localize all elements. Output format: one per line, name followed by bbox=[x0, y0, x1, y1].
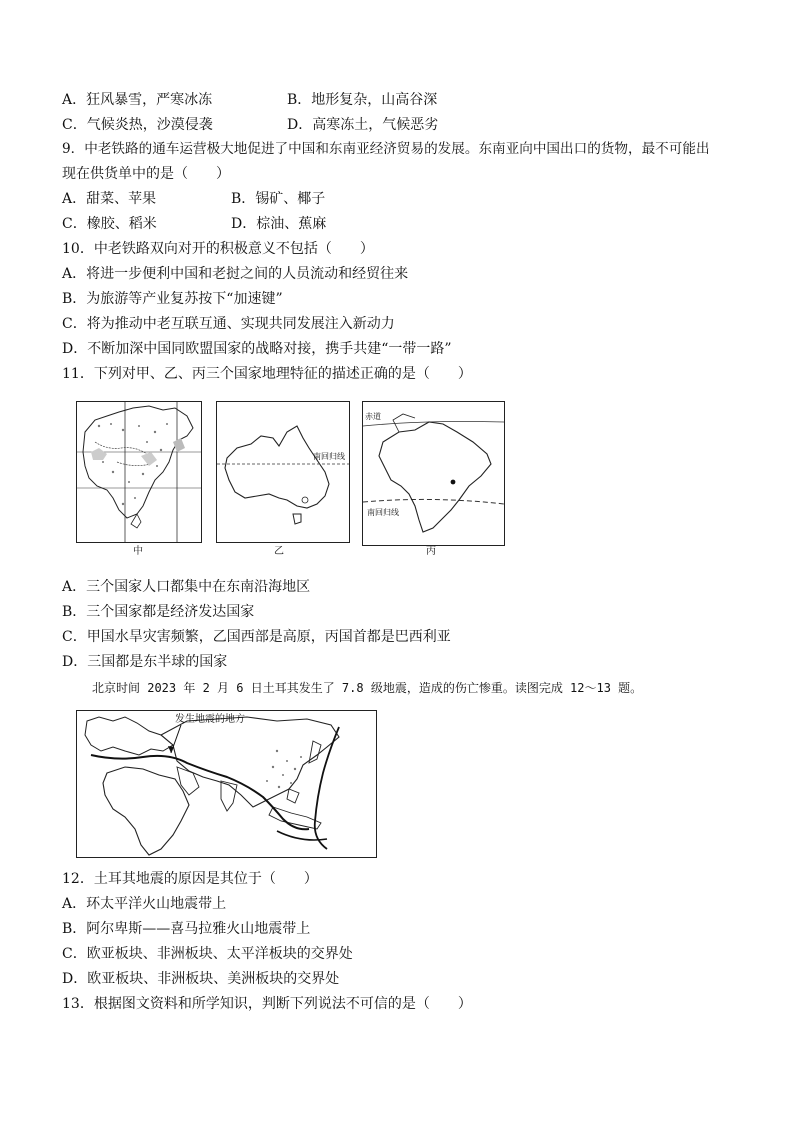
earthquake-map-graphic bbox=[77, 711, 376, 857]
q10-option-d: D．不断加深中国同欧盟国家的战略对接，携手共建“一带一路” bbox=[62, 341, 452, 357]
map-yi-tropic-label: 南回归线 bbox=[313, 452, 345, 461]
q8-option-a: A．狂风暴雪，严寒冰冻 bbox=[62, 92, 213, 108]
q8-option-d: D．高寒冻土，气候恶劣 bbox=[287, 117, 439, 133]
map-earthquake-zone bbox=[76, 710, 377, 858]
australia-map-graphic bbox=[217, 402, 349, 542]
q8-option-b: B．地形复杂，山高谷深 bbox=[287, 92, 438, 108]
quake-location-label: 发生地震的地方 bbox=[175, 714, 245, 725]
q12-option-d: D．欧亚板块、非洲板块、美洲板块的交界处 bbox=[62, 971, 340, 987]
q10-stem: 10．中老铁路双向对开的积极意义不包括（ ） bbox=[62, 241, 374, 257]
china-map-graphic bbox=[77, 402, 201, 542]
q12-option-a: A．环太平洋火山地震带上 bbox=[62, 896, 227, 912]
q12-stem: 12．土耳其地震的原因是其位于（ ） bbox=[62, 871, 318, 887]
map-bing-caption: 丙 bbox=[426, 546, 436, 557]
q9-option-a: A．甜菜、苹果 bbox=[62, 191, 157, 207]
map-yi-australia bbox=[216, 401, 350, 543]
q12-option-c: C．欧亚板块、非洲板块、太平洋板块的交界处 bbox=[62, 946, 353, 962]
q12-option-b: B．阿尔卑斯——喜马拉雅火山地震带上 bbox=[62, 921, 311, 937]
q12-13-intro: 北京时间 2023 年 2 月 6 日土耳其发生了 7.8 级地震，造成的伤亡惨重。读图完成 12～13 题。 bbox=[92, 681, 643, 695]
q11-option-d: D．三国都是东半球的国家 bbox=[62, 654, 228, 670]
q11-option-a: A．三个国家人口都集中在东南沿海地区 bbox=[62, 579, 311, 595]
map-jia-china bbox=[76, 401, 202, 543]
map-bing-equator-label: 赤道 bbox=[365, 412, 381, 421]
brazil-map-graphic bbox=[363, 402, 504, 545]
q13-stem: 13．根据图文资料和所学知识，判断下列说法不可信的是（ ） bbox=[62, 996, 472, 1012]
q10-option-c: C．将为推动中老互联互通、实现共同发展注入新动力 bbox=[62, 316, 395, 332]
map-bing-tropic-label: 南回归线 bbox=[367, 508, 399, 517]
q9-option-d: D．棕油、蕉麻 bbox=[231, 216, 327, 232]
q9-option-c: C．橡胶、稻米 bbox=[62, 216, 157, 232]
q9-stem-line1: 9．中老铁路的通车运营极大地促进了中国和东南亚经济贸易的发展。东南亚向中国出口的货物，最不可能出 bbox=[62, 141, 710, 157]
q11-option-c: C．甲国水旱灾害频繁，乙国西部是高原，丙国首都是巴西利亚 bbox=[62, 629, 451, 645]
q10-option-b: B．为旅游等产业复苏按下“加速键” bbox=[62, 291, 283, 307]
q9-stem-line2: 现在供货单中的是（ ） bbox=[62, 166, 230, 182]
q9-option-b: B．锡矿、椰子 bbox=[231, 191, 326, 207]
q8-option-c: C．气候炎热，沙漠侵袭 bbox=[62, 117, 213, 133]
map-bing-brazil bbox=[362, 401, 505, 546]
q11-stem: 11．下列对甲、乙、丙三个国家地理特征的描述正确的是（ ） bbox=[62, 366, 472, 382]
map-yi-caption: 乙 bbox=[274, 546, 284, 557]
map-jia-caption: 中 bbox=[133, 546, 143, 557]
q11-option-b: B．三个国家都是经济发达国家 bbox=[62, 604, 255, 620]
q10-option-a: A．将进一步便利中国和老挝之间的人员流动和经贸往来 bbox=[62, 266, 409, 282]
